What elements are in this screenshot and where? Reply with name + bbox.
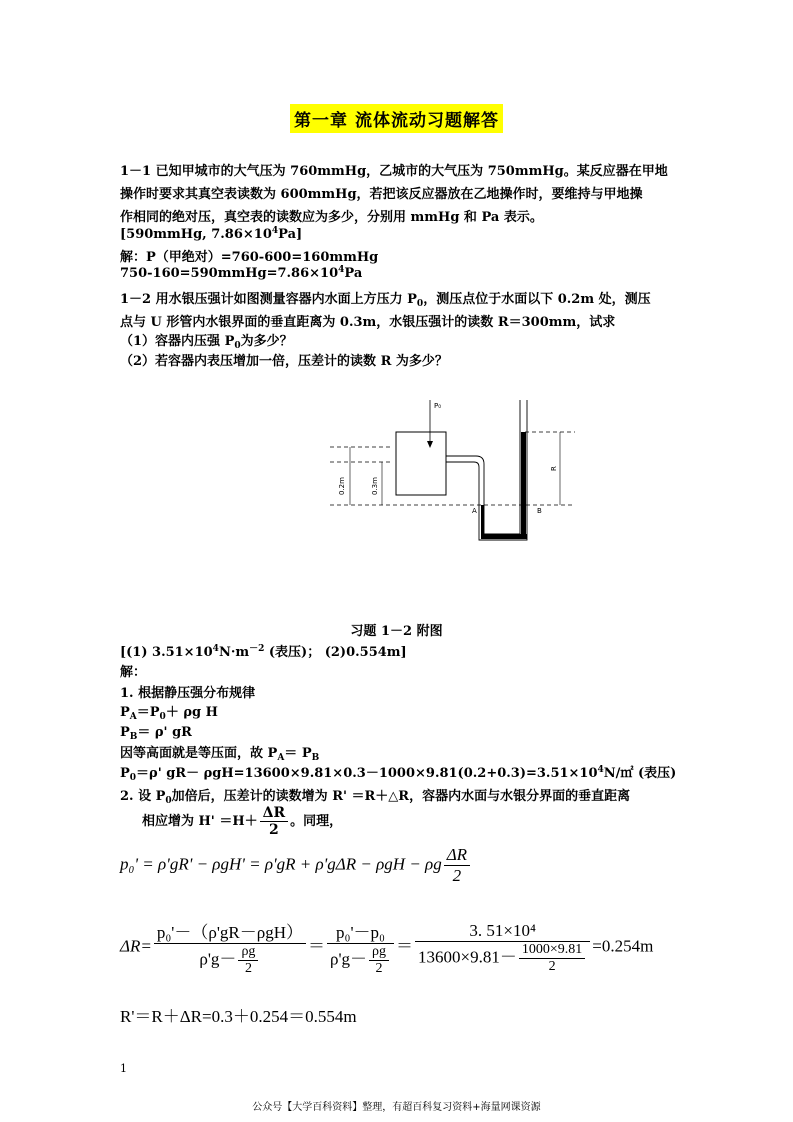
eq2-f2-den-a: ρ'g－ [329,949,368,969]
eq2-f2-den [327,944,394,977]
eq1-frac-den: 2 [452,866,462,885]
pa-eq-tail: ＋ ρg H [165,705,218,720]
p2-line1 [120,288,651,309]
p2-q1-sub: 0 [234,341,241,351]
equal-mid: ＝ P [284,746,312,761]
eq2-f1-num: p₀'－（ρ'gR－ρgH） [154,918,306,944]
equal-plane-text: 因等高面就是等压面，故 P [120,746,278,761]
eq2-f1-den-num: ρg [238,944,258,961]
step2-b: 加倍后，压差计的读数增为 R' ＝R＋△R，容器内水面与水银分界面的垂直距离 [171,789,631,804]
eq2-f3-den-num: 1000×9.81 [519,942,585,959]
eq2-f1-den-frac [238,944,258,977]
p2-solution-label: 解： [120,665,147,680]
p2-line1-tail: ，测压点位于水面以下 0.2m 处，测压 [423,292,651,307]
p2-line2: 点与 U 形管内水银界面的垂直距离为 0.3m，水银压强计的读数 R＝300mm，试求 [120,315,616,330]
p1-line2: 操作时要求其真空表读数为 600mmHg，若把该反应器放在乙地操作时，要维持与甲地操 [120,187,643,202]
point-a-label: A [472,507,477,515]
dim-02-label: 0.2m [338,477,346,495]
p1-answer-exp: 4 [271,226,279,236]
mercury-right [521,432,526,536]
step2-frac-num: ΔR [260,805,289,822]
figure-caption: 习题 1－2 附图 [350,624,443,639]
eq2-f3-den-den: 2 [548,958,556,974]
pa-eq-rest: ＝P [136,705,160,720]
p0-arrow-head [427,441,433,448]
eq2-eq2: ＝ [396,936,414,956]
eq2-f1-den-a: ρ'g－ [199,949,237,969]
p1-answer-tail: Pa] [278,227,303,242]
eq1-left: p₀' = ρ'gR' − ρgH' = ρ'gR + ρ'gΔR − ρgH − ρg [120,854,442,874]
p2-q1-tail: 为多少？ [240,334,293,349]
eq1-frac-num: ΔR [444,845,470,866]
mercury-bottom [481,534,527,539]
p2-step1: 1. 根据静压强分布规律 [120,686,256,701]
manometer-figure [330,395,590,545]
p2-step2 [120,785,630,806]
p1-solution2 [120,265,362,281]
p1-solution1: 解：P（甲绝对）=760-600=160mmHg [120,250,379,265]
p0-calculation [120,762,676,783]
eq2-f1-den-den: 2 [244,961,252,976]
u-tube-outline [479,400,527,540]
eq2-f2-den-num: ρg [369,944,389,961]
mercury-left [481,505,484,536]
eq2-fraction-1 [154,918,306,977]
pa-eq-sub0: 0 [159,712,166,722]
p2-question1 [120,330,293,351]
p0-calc-sub: 0 [129,773,137,783]
eq2-f2-num: p₀'－p₀ [327,918,394,944]
dim-03-label: 0.3m [371,477,379,495]
p2-q1-text: （1）容器内压强 P [120,334,235,349]
p2-line1-sub: 0 [416,299,424,309]
p1-line1: 1－1 已知甲城市的大气压为 760mmHg，乙城市的大气压为 750mmHg。某反应器在甲地 [120,164,668,179]
equation-3: R'＝R＋ΔR=0.3＋0.254＝0.554m [120,1007,357,1026]
p0-calc-exp: 4 [597,765,604,775]
chapter-title: 第一章 流体流动习题解答 [290,104,503,133]
pa-eq-sub: A [129,712,137,722]
eq2-f3-den-a: 13600×9.81－ [418,946,517,966]
eq2-f3-den-frac [519,942,585,975]
p0-calc-tail: N/㎡ (表压) [603,766,677,781]
pb-eq-p: P [120,725,130,740]
pb-equation [120,721,192,742]
eq2-eq: ＝ [307,936,325,956]
pb-eq-sub: B [129,732,138,742]
p2-ans-tail: (表压)； (2)0.554m] [264,645,407,660]
p2-answer [120,641,407,660]
eq2-f3-den [415,942,590,975]
pa-equation [120,701,218,722]
p1-answer [120,226,302,242]
p2-ans-text: [(1) 3.51×10 [120,645,213,660]
step2-frac-den: 2 [268,822,279,838]
step2-sub: 0 [165,796,172,806]
equal-sub-b: B [311,753,320,763]
step2-d: 。同理， [290,814,343,829]
p1-sol2-text: 750-160=590mmHg=7.86×10 [120,266,339,281]
footer-note: 公众号【大学百科资料】整理，有超百科复习资料+海量网课资源 [252,1102,541,1113]
step2-a: 2. 设 P [120,789,166,804]
p2-ans-exp: 4 [212,644,219,654]
p0-calc-rest: ＝ρ' gR－ ρgH=13600×9.81×0.3－1000×9.81(0.2+0.3)=3.51×10 [136,766,598,781]
pb-eq-rest: ＝ ρ' gR [137,725,192,740]
equal-sub-a: A [277,753,285,763]
eq2-f2-den-frac [369,944,389,977]
equation-1 [120,845,472,886]
step2-fraction [260,805,289,838]
p2-step2-cont [142,805,342,838]
eq2-result: =0.254m [592,936,654,956]
step2-c: 相应增为 H' ＝H＋ [142,814,258,829]
p2-ans-mid: N·m [218,645,250,660]
eq2-fraction-3 [415,921,590,975]
page-number: 1 [120,1062,127,1075]
p1-answer-text: [590mmHg, 7.86×10 [120,227,272,242]
container-box [396,432,446,495]
p1-sol2-exp: 4 [338,265,345,275]
p2-ans-exp2: －2 [249,644,265,654]
dim-r-label: R [550,466,558,471]
p1-line3: 作相同的绝对压，真空表的读数应为多少，分别用 mmHg 和 Pa 表示。 [120,210,543,225]
eq2-fraction-2 [327,918,394,977]
p0-label: P₀ [434,402,442,410]
eq2-f3-num: 3. 51×10⁴ [415,921,590,942]
equal-plane-line [120,742,319,763]
p2-line1-text: 1－2 用水银压强计如图测量容器内水面上方压力 P [120,292,417,307]
point-b-label: B [537,507,542,515]
p1-sol2-tail: Pa [344,266,363,281]
title-wrap [0,104,793,133]
eq2-f1-den [154,944,306,977]
p2-question2: （2）若容器内表压增加一倍，压差计的读数 R 为多少？ [120,354,448,369]
eq2-lhs: ΔR= [120,936,152,956]
eq1-fraction [444,845,470,886]
eq2-f2-den-den: 2 [375,961,383,976]
pa-eq-p: P [120,705,130,720]
connecting-pipe [446,456,484,503]
p0-calc-p: P [120,766,130,781]
equation-2 [120,918,653,977]
